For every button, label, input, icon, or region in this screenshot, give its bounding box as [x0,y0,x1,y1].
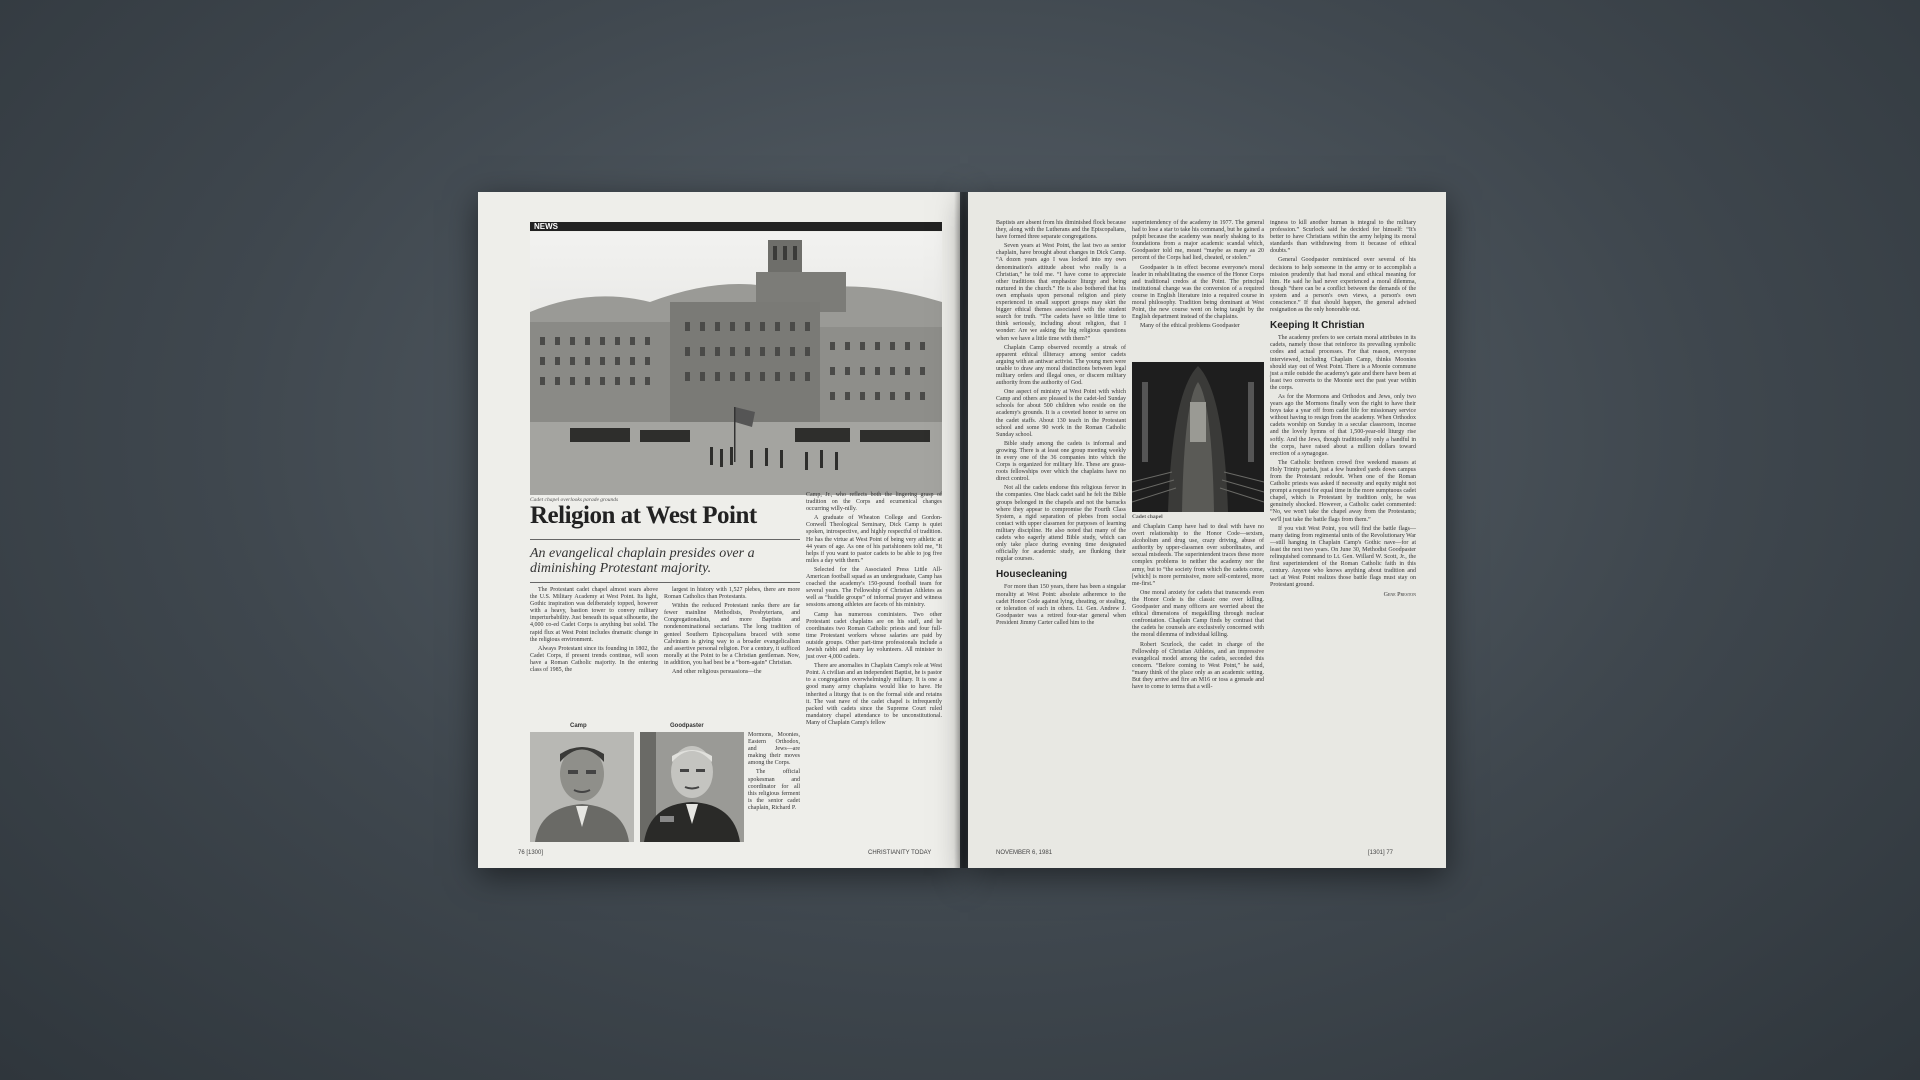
paragraph: Robert Scurlock, the cadet in charge of the Fellowship of Christian Athletes, and an impressive evangelical model among the cadets, seconded this concern. “Before coming to West Point,” he said, “many think of the place only as an academic setting. But they arrive and fire an M16 or toss a grenade and have to come to terms that a will- [1132,641,1264,691]
photo-caption: Cadet chapel overlooks parade grounds [530,497,619,503]
paragraph: Not all the cadets endorse this religious fervor in the companies. One black cadet said he felt the Bible groups belonged in the chapels and not the barracks where they appear to compromise the Fourth Class System, a rigid separation of plebes from social contact with upper classmen for purposes of learning military discipline. He also noted that many of the cadets who eagerly attend Bible study, which can only take place during evening time designated officially for academic study, are flunking their regular courses. [996,485,1126,563]
left-column-2-wrap [748,732,800,814]
paragraph: For more than 150 years, there has been a singular morality at West Point: absolute adherence to the cadet Honor Code against lying, cheating, or stealing, or toleration of such in others. Lt. Gen. Andrew J. Goodpaster was a retired four-star general when President Jimmy Carter called him to the [996,584,1126,626]
left-column-3 [806,492,942,729]
paragraph: Selected for the Associated Press Little All-American football squad as an undergraduate, Camp has coached the academy's 150-pound football team for several years. The Fellowship of Christian Athletes as well as “huddle groups” of informal prayer and witness sessions among athletes are facets of his ministry. [806,566,942,609]
folio-magazine-name: CHRISTIANITY TODAY [868,850,932,856]
paragraph: Goodpaster is in effect become everyone's moral leader in rehabilitating the essence of the Honor Corps and traditional credos at the Point. The principal institutional change was the conversion of a required course in English literature into a required course in moral philosophy. Tradition being dominant at West Point, the new course went on being taught by the English department instead of the chaplains. [1132,264,1264,321]
article-headline: Religion at West Point [530,502,757,529]
paragraph: Mormons, Moonies, Eastern Orthodox, and Jews—are making their moves among the Corps. [748,732,800,767]
article-dek: An evangelical chaplain presides over a diminishing Protestant majority. [530,546,755,576]
paragraph: Always Protestant since its founding in 1802, the Cadet Corps, if present trends continue, will soon have a Roman Catholic majority. In the entering class of 1985, the [530,645,658,674]
folio-date: NOVEMBER 6, 1981 [996,850,1053,856]
right-column-2 [1132,220,1264,332]
paragraph: Many of the ethical problems Goodpaster [1140,323,1240,330]
right-column-3 [1270,220,1416,598]
paragraph: And other religious persuasions—the [672,669,762,676]
parade-ground-photo [530,232,942,495]
folio-left: 76 [1300] [518,850,544,856]
goodpaster-portrait [640,732,744,842]
headline-rule [530,539,800,540]
paragraph: ingness to kill another human is integral to the military profession.” Scurlock said he decided for himself: “It's better to have Christians within the army helping its moral standards than withdrawing from it because of ethical doubts.” [1270,220,1416,255]
paragraph: Camp has numerous coministers. Two other Protestant cadet chaplains are on his staff, and he coordinates two Roman Catholic priests and four full-time Protestant workers whose salaries are paid by outside groups. Other part-time professionals include a Jewish rabbi and many lay volunteers. All minister to just over 4,000 cadets. [806,611,942,661]
paragraph: One aspect of ministry at West Point with which Camp and others are pleased is the cadet-led Sunday schools for about 500 children who reside on the academy's grounds. It is a coveted honor to serve on the cadet staffs. About 130 teach in the Protestant school and some 90 work in the Roman Catholic Sunday school. [996,389,1126,438]
camp-portrait [530,732,634,842]
chapel-interior-photo [1132,362,1264,512]
paragraph: The academy prefers to see certain moral attributes in its cadets, namely those that reinforce its prevailing symbolic codes and actual processes. For that reason, everyone interviewed, including Chaplain Camp, thinks Moonies should stay out of West Point. There is a Moonie commune just a mile outside the academy's gate and there have been at least two converts to the Moonie sect the past year within the corps. [1270,335,1416,391]
folio-right: [1301] 77 [1368,850,1394,856]
paragraph: superintendency of the academy in 1977. The general had to lose a star to take his command, but he gained a pulpit because the academy was nearly shaking to its foundations from a major academic scandal which, Goodpaster told me, meant “maybe as many as 20 percent of the Corps had lied, cheated, or stolen.” [1132,220,1264,262]
paragraph: As for the Mormons and Orthodox and Jews, only two years ago the Mormons finally won the right to have their boys take a year off from cadet life for missionary service without having to resign from the academy. When Orthodox cadets worship on Sunday in a secular classroom, incense and the lovely hymns of that 1,500-year-old liturgy rise softly. And the Jews, though traditionally only a handful in the corps, have raised about a million dollars toward erection of a synagogue. [1270,393,1416,457]
right-page [968,192,1446,868]
paragraph: Bible study among the cadets is informal and growing. There is at least one group meeting weekly in every one of the 36 companies into which the Corps is organized for military life. These are grass-roots fellowships over which the chaplains have no direct control. [996,440,1126,483]
paragraph: Within the reduced Protestant ranks there are far fewer mainline Methodists, Presbyterians, and Congregationalists, and more Baptists and nondenominational sectarians. The long tradition of genteel Southern Episcopalians braced with some Calvinism is giving way to a broader evangelicalism and assertive personal religion. For a century, it sufficed morally at the Point to be a Christian gentleman. Now, in addition, you had best be a “born-again” Christian. [664,603,800,666]
paragraph: and Chaplain Camp have had to deal with have no overt relationship to the Honor Code—sexism, alcoholism and drug use, crazy driving, abuse of authority by upper-classmen over subordinates, and sexual misdeeds. The superintendent traces these more complex problems to neither the academy nor the army, but to “the society from which the cadets come, [which] is more permissive, more self-centered, more me-first.” [1132,524,1264,587]
right-column-1 [996,220,1126,629]
left-column-2 [664,587,800,678]
paragraph: The Protestant cadet chapel almost soars above the U.S. Military Academy at West Point. Its light, Gothic inspiration was deliberately topped, however with a heavy, bastion tower to convey military imperturbability. Just beneath its squat silhouette, the 4,000 co-ed Cadet Corps is anything but solid. The rapid flux at West Point includes dramatic change in the religious environment. [530,587,658,643]
dek-rule [530,582,800,583]
paragraph: Chaplain Camp observed recently a streak of apparent ethical illiteracy among senior cadets arguing with an antiwar activist. The young men were unable to draw any moral distinctions between legal military orders and illegal ones, or discern military authority from the authority of God. [996,344,1126,387]
paragraph: There are anomalies in Chaplain Camp's role at West Point. A civilian and an independent Baptist, he is pastor to a congregation overwhelmingly military. It is one a good many army chaplains would like to have. He inherited a liturgy that is on the formal side and retains it. The vast nave of the cadet chapel is infrequently packed with cadets since the Supreme Court ruled mandatory chapel attendance to be unconstitutional. Many of Chaplain Camp's fellow [806,663,942,726]
section-tag: NEWS [530,222,942,231]
paragraph: Baptists are absent from his diminished flock because they, along with the Lutherans and the Episcopalians, have formed three separate congregations. [996,220,1126,241]
portrait-label-camp: Camp [570,723,587,729]
subhead-housecleaning: Housecleaning [996,569,1068,581]
right-column-2b [1132,524,1264,693]
paragraph: A graduate of Wheaton College and Gordon-Conwell Theological Seminary, Dick Camp is quiet spoken, introspective, and highly respectful of tradition. He has the virtue at West Point of being very athletic at 44 years of age. As one of his parishioners told me, “It helps if you want to pastor cadets to be able to jog five miles a day with them.” [806,515,942,564]
paragraph: One moral anxiety for cadets that transcends even the Honor Code is the classic one over killing. Goodpaster and many officers are worried about the ethical dimensions of megakilling through nuclear confrontation. Chaplain Camp finds by contrast that the cadets he counsels are exclusively concerned with the moral dilemma of individual killing. [1132,589,1264,639]
chapel-caption: Cadet chapel [1132,514,1163,520]
subhead-keeping-it-christian: Keeping It Christian [1270,320,1365,332]
paragraph: Camp, Jr., who reflects both the lingering grasp of tradition on the Corps and ecumenical changes occurring willy-nilly. [806,492,942,513]
paragraph: The Catholic brethren crowd five weekend masses at Holy Trinity parish, just a few hundred yards down campus from the Protestant redoubt. When one of the Roman Catholic priests was asked if necessity and equity might not prompt a request for equal time in the more sumptuous cadet chapel, which is Protestant by tradition only, he was genuinely shocked. However, a Catholic cadet commented: “No, we won't take the chapel away from the Protestants; we'll just take the battle flags from them.” [1270,459,1416,523]
paragraph: Seven years at West Point, the last two as senior chaplain, have brought about changes in Dick Camp. “A dozen years ago I was locked into my own denomination's attitude about who really is a Christian,” he told me. “I have come to appreciate other traditions that emphasize liturgy and being nurtured in the church.” He is also bothered that his own emphasis upon personal religion and piety experienced in small support groups may skirt the bigger ethical themes associated with the student search for truth. “The cadets have so little time to think seriously, including about religion, that I wonder: Are we asking the big religious questions when we have a little time with them?” [996,243,1126,342]
byline: Gene Preston [1383,591,1416,598]
magazine-spread [478,192,1446,868]
paragraph: General Goodpaster reminisced over several of his decisions to help someone in the army or to accomplish a mission prudently that had moral and ethical meaning for him. He said he had never experienced a moral dilemma, though “there can be a conflict between the demands of the system and a person's own views, a person's own conscience.” If that should happen, the general advised resignation as the only honorable out. [1270,257,1416,314]
left-column-1 [530,587,658,676]
paragraph: largest in history with 1,527 plebes, there are more Roman Catholics than Protestants. [664,587,800,601]
paragraph: The official spokesman and coordinator for all this religious ferment is the senior cadet chaplain, Richard P. [748,769,800,811]
paragraph: If you visit West Point, you will find the battle flags—many dating from regimental units of the Revolutionary War—still hanging in Chaplain Camp's Gothic nave—for at least the next two years. On June 30, Methodist Goodpaster relinquished command to Lt. Gen. Willard W. Scott, Jr., the first superintendent of the Roman Catholic faith in this century. Anyone who knows anything about tradition and tact at West Point realizes those battle flags must stay on Protestant ground. [1270,525,1416,589]
portrait-label-goodpaster: Goodpaster [670,723,704,729]
left-page [478,192,960,868]
